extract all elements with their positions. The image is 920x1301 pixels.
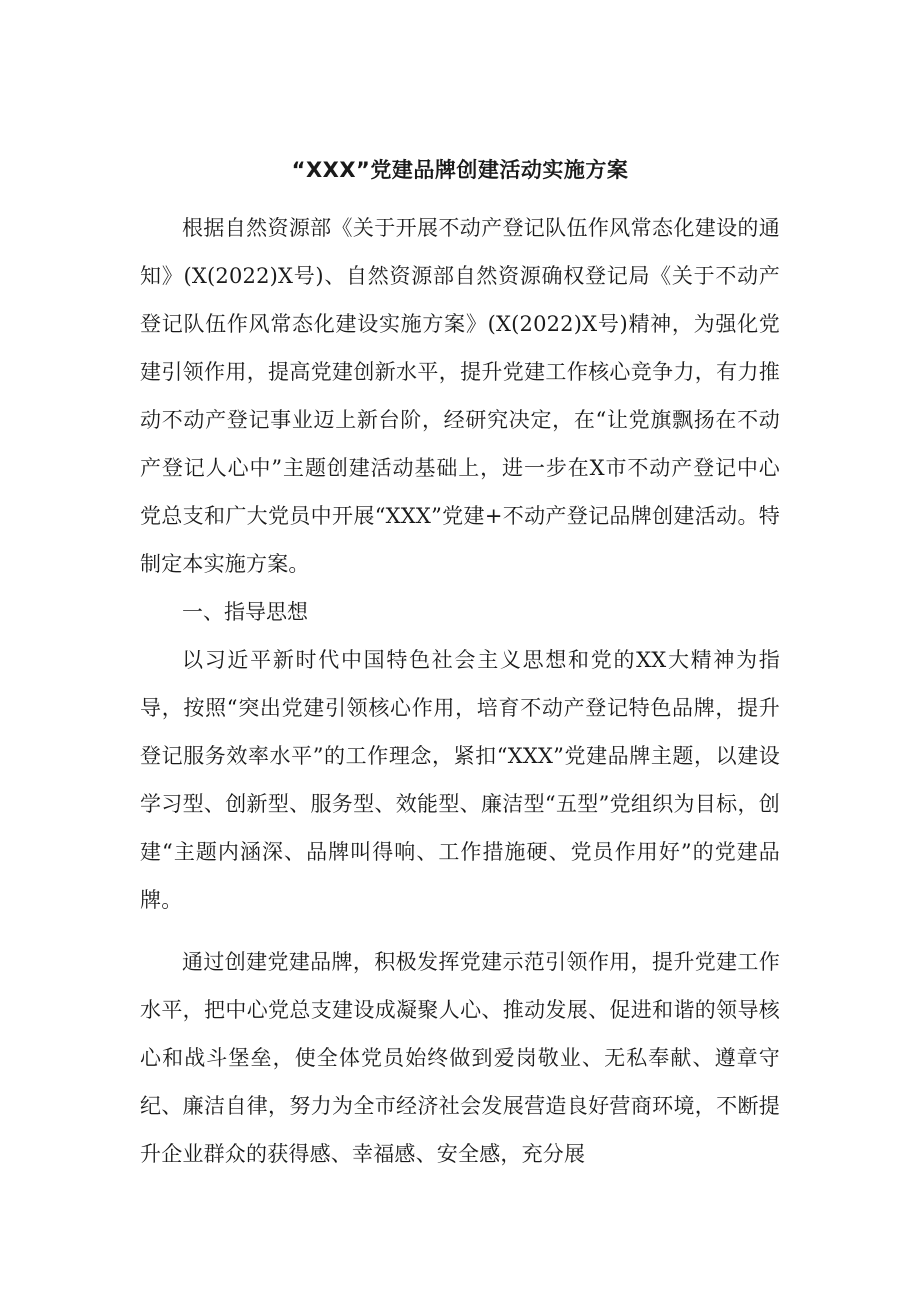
paragraph-goals: 通过创建党建品牌，积极发挥党建示范引领作用，提升党建工作水平，把中心党总支建设成凝聚人心、推动发展、促进和谐的领导核心和战斗堡垒，使全体党员始终做到爱岗敬业、无私奉献、遵章守纪、廉洁自律，努力为全市经济社会发展营造良好营商环境，不断提升企业群众的获得感、幸福感、安全感，充分展: [140, 950, 780, 1166]
document-body: [140, 204, 780, 1178]
paragraph-intro: 根据自然资源部《关于开展不动产登记队伍作风常态化建设的通知》(X(2022)X号)、自然资源部自然资源确权登记局《关于不动产登记队伍作风常态化建设实施方案》(X(2022)X号)精神，为强化党建引领作用，提高党建创新水平，提升党建工作核心竞争力，有力推动不动产登记事业迈上新台阶，经研究决定，在“让党旗飘扬在不动产登记人心中”主题创建活动基础上，进一步在X市不动产登记中心党总支和广大党员中开展“XXX”党建+不动产登记品牌创建活动。特制定本实施方案。: [140, 216, 780, 576]
document-title: “XXX”党建品牌创建活动实施方案: [291, 158, 629, 182]
paragraph-guiding-ideology: 以习近平新时代中国特色社会主义思想和党的XX大精神为指导，按照“突出党建引领核心作用，培育不动产登记特色品牌，提升登记服务效率水平”的工作理念，紧扣“XXX”党建品牌主题，以建设学习型、创新型、服务型、效能型、廉洁型“五型”党组织为目标，创建“主题内涵深、品牌叫得响、工作措施硬、党员作用好”的党建品牌。: [140, 648, 780, 912]
section-heading-guiding-ideology: 一、指导思想: [182, 600, 308, 624]
